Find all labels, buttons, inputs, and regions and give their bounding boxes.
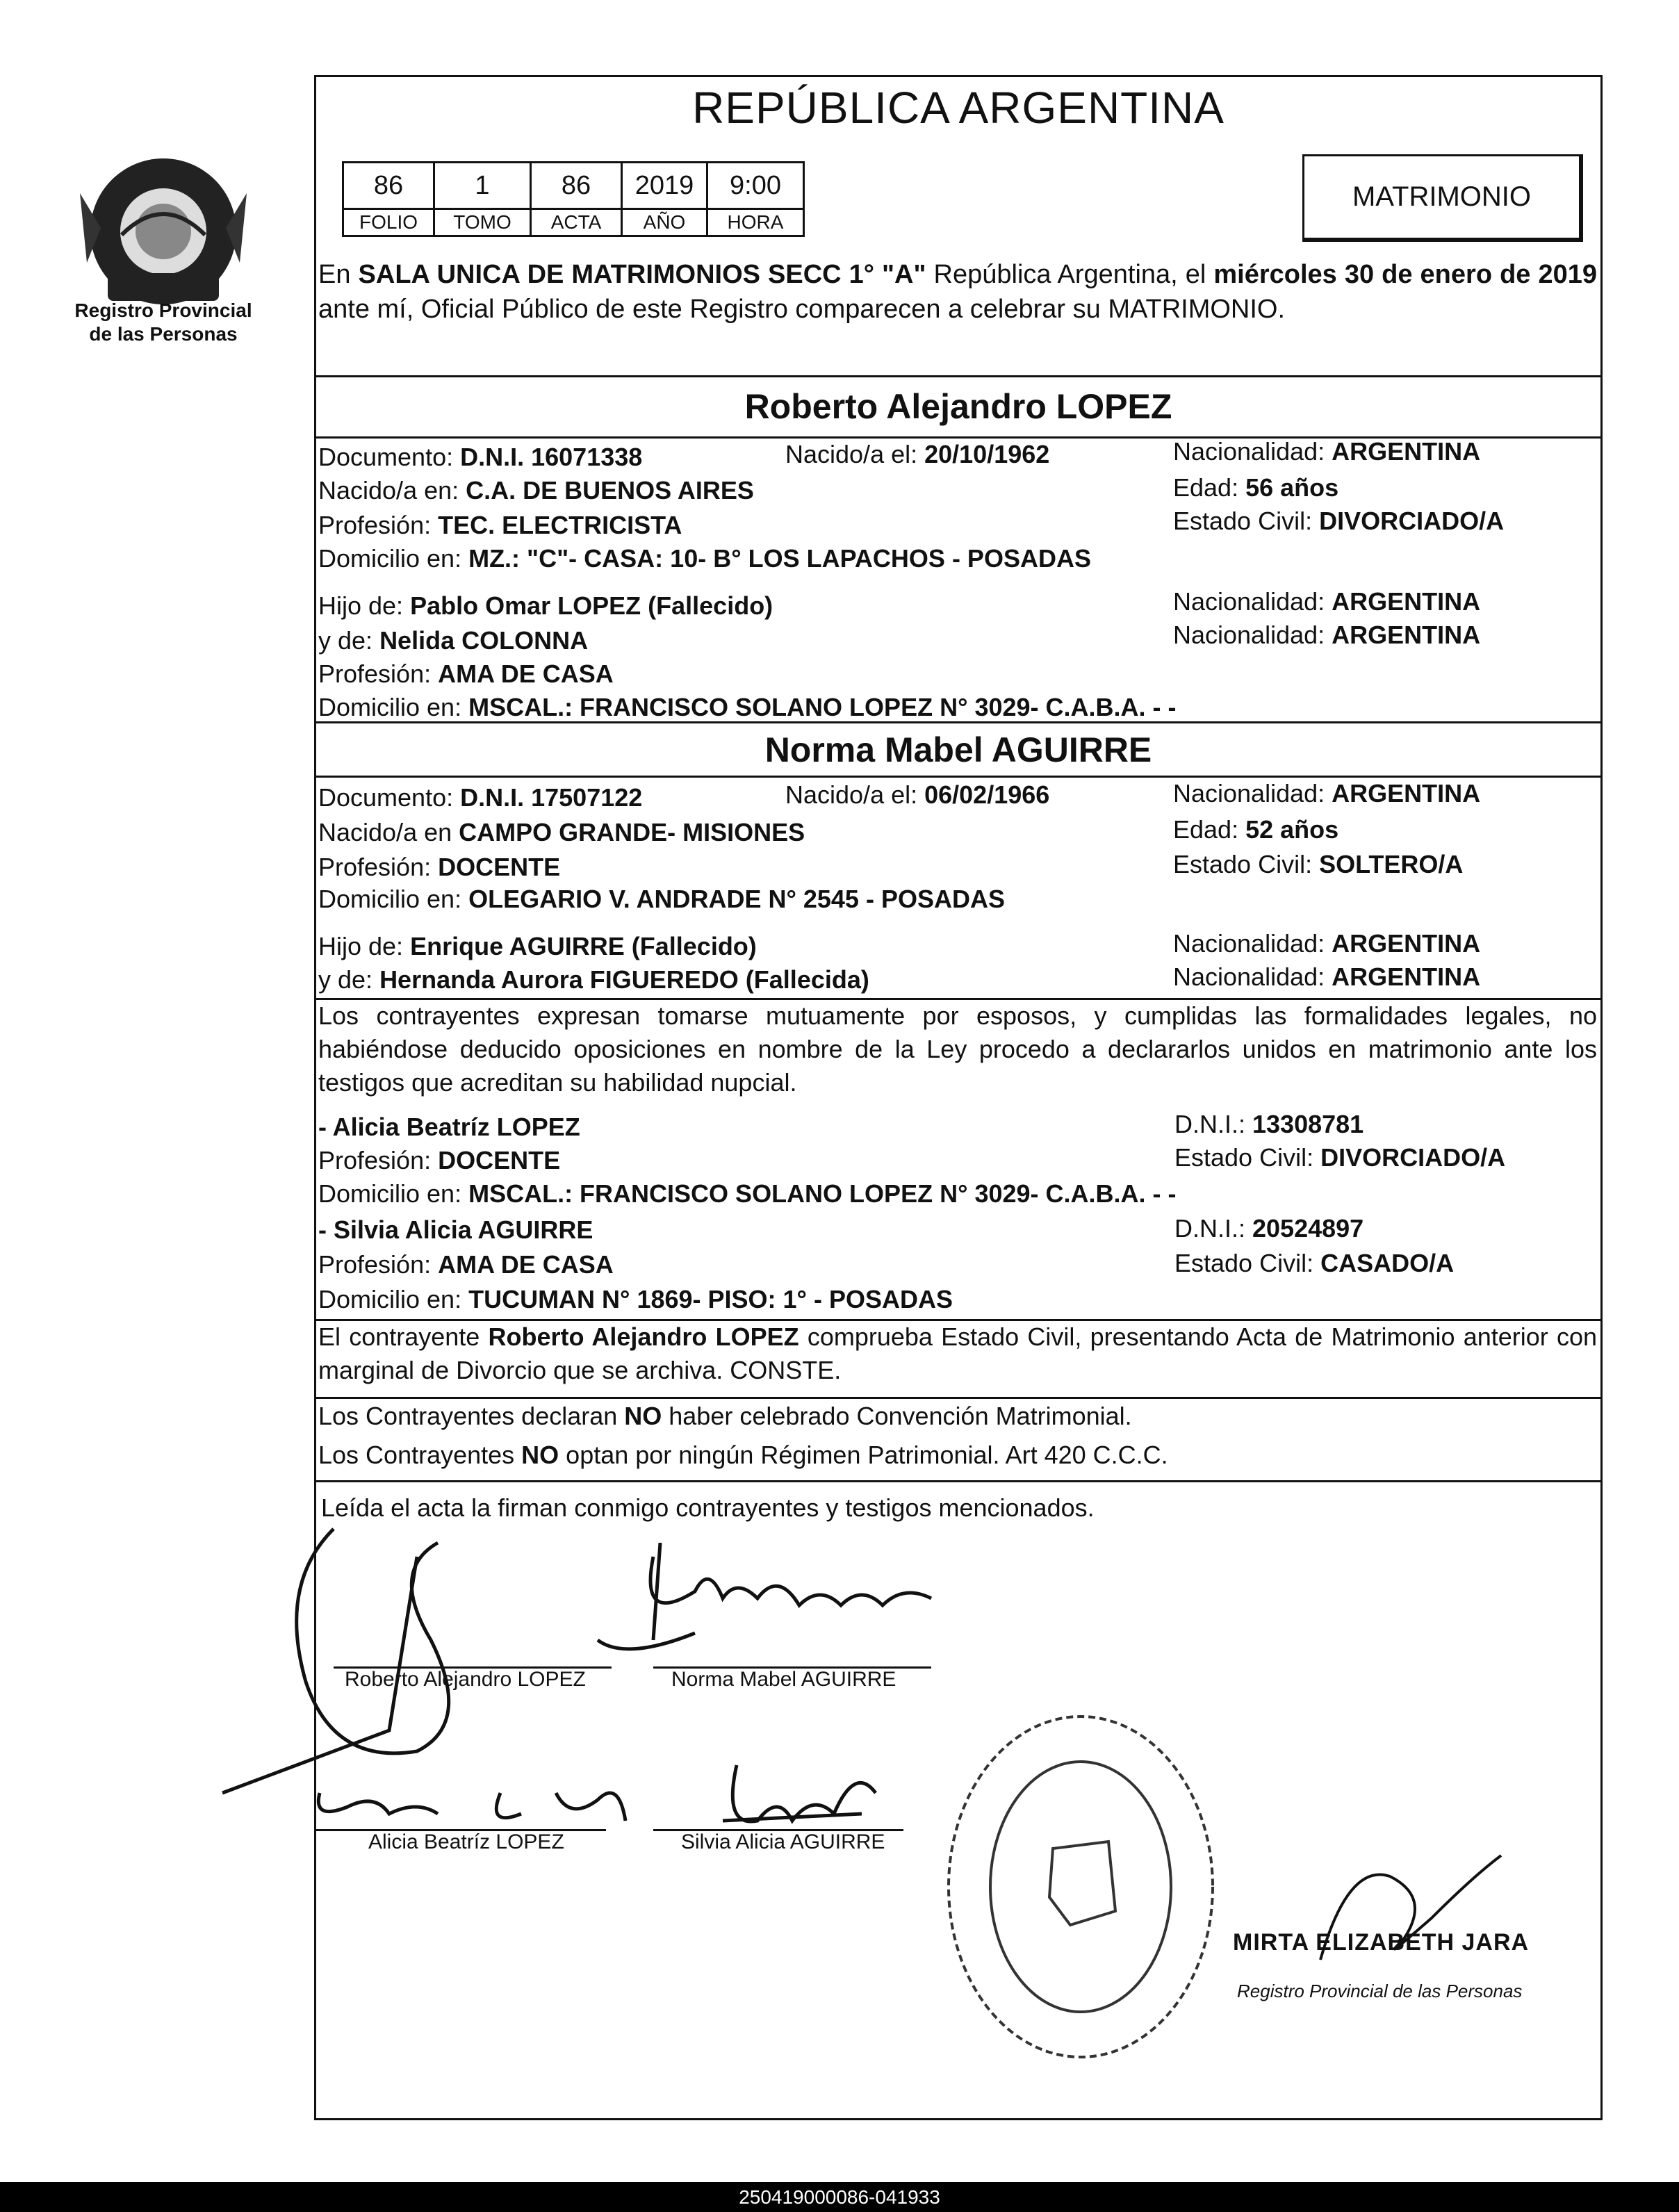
- document-code: 250419000086-041933: [0, 2182, 1679, 2212]
- ano-label: AÑO: [622, 209, 707, 236]
- intro-paragraph: En SALA UNICA DE MATRIMONIOS SECC 1° "A" República Argentina, el miércoles 30 de enero de 2019 ante mí, Oficial Público de este Registro comparecen a celebrar su MATRIMONIO.: [318, 260, 1597, 324]
- witness1-signature: [318, 1793, 625, 1821]
- witness2-signature: [723, 1765, 876, 1821]
- declaration-paragraph: Los contrayentes expresan tomarse mutuamente por esposos, y cumplidas las formalidades legales, no habiéndose deducido oposiciones en nombre de la Ley procedo a declararlos unidos en matrimonio ante los testigos que acreditan su habilidad nupcial.: [318, 1001, 1597, 1097]
- logo-caption: Registro Provincial de las Personas: [74, 300, 252, 345]
- bride-name-heading: Norma Mabel AGUIRRE: [764, 730, 1152, 769]
- divider: [314, 1397, 1603, 1399]
- tomo-label: TOMO: [434, 209, 531, 236]
- folio-value: 86: [343, 163, 434, 209]
- divider: [314, 375, 1603, 377]
- hora-label: HORA: [707, 209, 804, 236]
- closing-statement: Leída el acta la firman conmigo contrayentes y testigos mencionados.: [321, 1493, 1095, 1522]
- record-table: [342, 161, 805, 237]
- official-org: Registro Provincial de las Personas: [1237, 1981, 1523, 2001]
- ano-value: 2019: [622, 163, 707, 209]
- acta-label: ACTA: [531, 209, 622, 236]
- regime-statement: Los Contrayentes NO optan por ningún Régimen Patrimonial. Art 420 C.C.C.: [318, 1441, 1168, 1469]
- witness1-signature-label: Alicia Beatríz LOPEZ: [368, 1830, 564, 1853]
- bride-signature-stroke: [598, 1543, 695, 1649]
- act-type-box: MATRIMONIO: [1302, 154, 1583, 242]
- official-seal: [931, 1703, 1230, 2071]
- country-title: REPÚBLICA ARGENTINA: [692, 83, 1225, 133]
- civil-status-note: El contrayente Roberto Alejandro LOPEZ comprueba Estado Civil, presentando Acta de Matrimonio anterior con marginal de Divorcio que se archiva. CONSTE.: [318, 1322, 1598, 1384]
- tomo-value: 1: [434, 163, 531, 209]
- divider: [314, 721, 1603, 723]
- divider: [314, 1480, 1603, 1482]
- hora-value: 9:00: [707, 163, 804, 209]
- acta-value: 86: [531, 163, 622, 209]
- groom-signature-stroke: [222, 1557, 417, 1793]
- folio-label: FOLIO: [343, 209, 434, 236]
- official-name: MIRTA ELIZABETH JARA: [1233, 1929, 1530, 1956]
- bride-signature-label: Norma Mabel AGUIRRE: [671, 1668, 896, 1691]
- convention-statement: Los Contrayentes declaran NO haber celebrado Convención Matrimonial.: [318, 1402, 1132, 1430]
- witness2-signature-label: Silvia Alicia AGUIRRE: [681, 1830, 885, 1853]
- groom-signature-label: Roberto Alejandro LOPEZ: [345, 1668, 586, 1691]
- signature-scribbles: [208, 1501, 987, 1890]
- bride-signature: [650, 1557, 931, 1605]
- groom-name-heading: Roberto Alejandro LOPEZ: [744, 387, 1172, 426]
- groom-signature: [297, 1529, 449, 1753]
